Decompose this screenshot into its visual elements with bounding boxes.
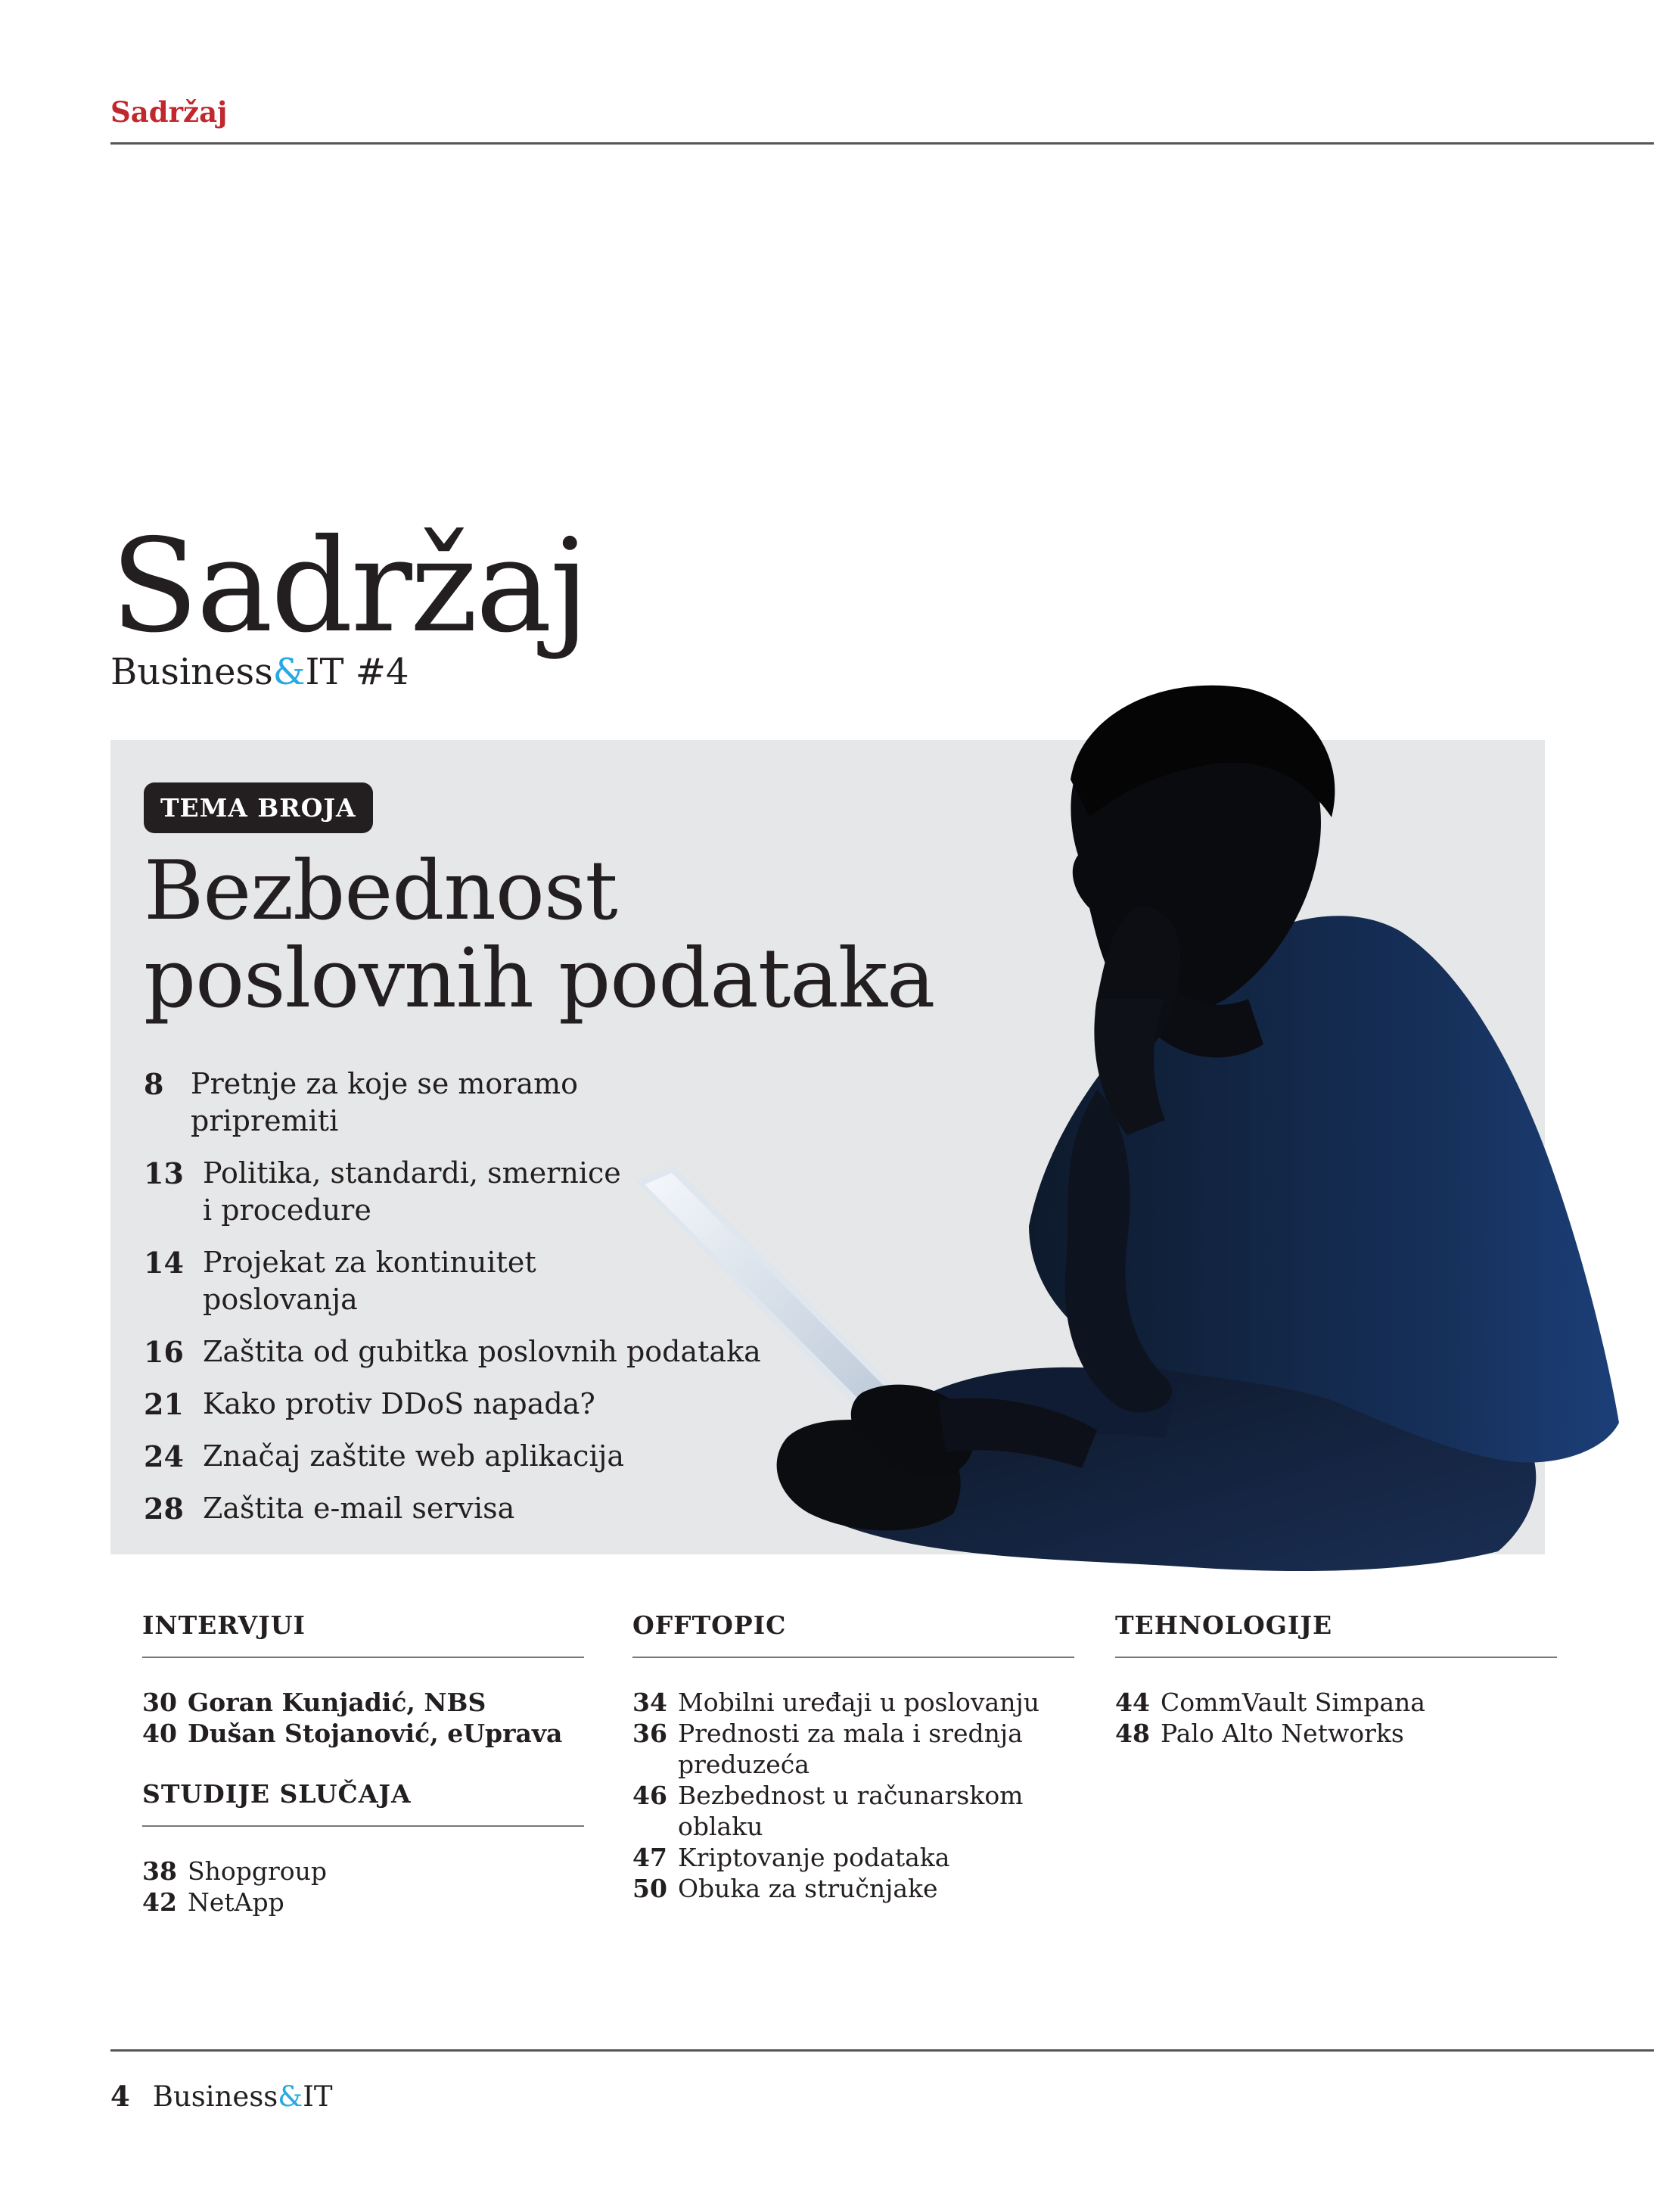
page-number: 40 bbox=[142, 1719, 177, 1748]
page-number: 28 bbox=[144, 1492, 184, 1526]
article-title: Zaštita e-mail servisa bbox=[203, 1492, 515, 1525]
toc-entry[interactable] bbox=[1115, 1718, 1557, 1749]
article-title: Mobilni uređaji u poslovanju bbox=[678, 1688, 1039, 1717]
toc-entry[interactable] bbox=[144, 1386, 825, 1423]
footer-folio bbox=[110, 2080, 333, 2113]
article-title: CommVault Simpana bbox=[1161, 1688, 1425, 1717]
ampersand-mark: & bbox=[272, 651, 306, 693]
toc-entry[interactable] bbox=[144, 1333, 825, 1370]
toc-entry[interactable] bbox=[142, 1856, 584, 1887]
brand-name-part: Business bbox=[152, 2080, 278, 2113]
article-title: Kako protiv DDoS napada? bbox=[203, 1387, 595, 1420]
article-title: Goran Kunjadić, NBS bbox=[188, 1688, 486, 1717]
article-title: Shopgroup bbox=[188, 1856, 327, 1886]
toc-entry[interactable] bbox=[632, 1873, 1074, 1904]
header-rule bbox=[110, 142, 1654, 145]
article-title: Kriptovanje podataka bbox=[678, 1843, 950, 1872]
feature-title-line-1: Bezbednost bbox=[144, 844, 617, 938]
folio-page-number: 4 bbox=[110, 2080, 130, 2113]
toc-entry[interactable] bbox=[632, 1687, 1074, 1718]
toc-entry[interactable] bbox=[632, 1842, 1074, 1873]
article-title: Bezbednost u računarskom oblaku bbox=[678, 1781, 1024, 1841]
section-heading-interviews: INTERVJUI bbox=[142, 1610, 584, 1658]
page-number: 24 bbox=[144, 1439, 184, 1473]
page-number: 44 bbox=[1115, 1688, 1150, 1717]
toc-entry[interactable] bbox=[144, 1066, 825, 1140]
publication-name-part: Business bbox=[110, 651, 273, 693]
article-title: Palo Alto Networks bbox=[1161, 1719, 1404, 1748]
toc-entry[interactable] bbox=[142, 1887, 584, 1918]
issue-number: IT #4 bbox=[305, 651, 409, 693]
article-title: Pretnje za koje se moramo pripremiti bbox=[191, 1067, 579, 1137]
toc-entry[interactable] bbox=[144, 1490, 825, 1527]
footer-rule bbox=[110, 2049, 1654, 2052]
article-title: Prednosti za mala i srednja preduzeća bbox=[678, 1719, 1023, 1779]
page-number: 13 bbox=[144, 1156, 184, 1190]
case-studies-list bbox=[142, 1856, 584, 1918]
page-number: 34 bbox=[632, 1688, 667, 1717]
article-title: Zaštita od gubitka poslovnih podataka bbox=[203, 1335, 761, 1368]
footer-brand bbox=[153, 2080, 333, 2113]
article-title: Obuka za stručnjake bbox=[678, 1874, 938, 1903]
toc-entry[interactable] bbox=[142, 1718, 584, 1749]
feature-article-list bbox=[144, 1066, 825, 1542]
section-column-interviews bbox=[142, 1610, 584, 1918]
technologies-list bbox=[1115, 1687, 1557, 1749]
page-number: 36 bbox=[632, 1719, 667, 1748]
toc-entry[interactable] bbox=[142, 1687, 584, 1718]
article-title: NetApp bbox=[188, 1887, 284, 1917]
page-number: 48 bbox=[1115, 1719, 1150, 1748]
feature-title-line-2: poslovnih podataka bbox=[144, 932, 935, 1026]
article-title: Politika, standardi, smernice i procedure bbox=[203, 1156, 621, 1227]
section-heading-technologies: TEHNOLOGIJE bbox=[1115, 1610, 1557, 1658]
feature-title bbox=[144, 844, 976, 1026]
toc-entry[interactable] bbox=[632, 1780, 1074, 1842]
brand-name-part: IT bbox=[303, 2080, 333, 2113]
publication-issue bbox=[110, 651, 409, 693]
page-number: 42 bbox=[142, 1887, 177, 1917]
page-title: Sadržaj bbox=[110, 512, 588, 661]
running-head: Sadržaj bbox=[110, 95, 228, 129]
page-number: 16 bbox=[144, 1335, 184, 1369]
ampersand-mark: & bbox=[278, 2080, 303, 2113]
article-title: Značaj zaštite web aplikacija bbox=[203, 1439, 625, 1473]
page-number: 47 bbox=[632, 1843, 667, 1872]
toc-entry[interactable] bbox=[632, 1718, 1074, 1780]
page-number: 14 bbox=[144, 1246, 184, 1280]
interviews-list bbox=[142, 1687, 584, 1749]
section-column-technologies bbox=[1115, 1610, 1557, 1749]
page-number: 50 bbox=[632, 1874, 667, 1903]
feature-badge: TEMA BROJA bbox=[144, 782, 373, 833]
page-number: 30 bbox=[142, 1688, 177, 1717]
section-heading-case-studies: STUDIJE SLUČAJA bbox=[142, 1779, 584, 1827]
toc-entry[interactable] bbox=[1115, 1687, 1557, 1718]
page-number: 46 bbox=[632, 1781, 667, 1810]
toc-entry[interactable] bbox=[144, 1244, 825, 1318]
page-number: 8 bbox=[144, 1067, 164, 1101]
toc-entry[interactable] bbox=[144, 1438, 825, 1475]
article-title: Projekat za kontinuitet poslovanja bbox=[203, 1246, 536, 1316]
offtopic-list bbox=[632, 1687, 1074, 1904]
section-column-offtopic bbox=[632, 1610, 1074, 1904]
page-number: 21 bbox=[144, 1387, 184, 1421]
toc-entry[interactable] bbox=[144, 1155, 825, 1229]
article-title: Dušan Stojanović, eUprava bbox=[188, 1719, 563, 1748]
page-number: 38 bbox=[142, 1856, 177, 1886]
section-heading-offtopic: OFFTOPIC bbox=[632, 1610, 1074, 1658]
